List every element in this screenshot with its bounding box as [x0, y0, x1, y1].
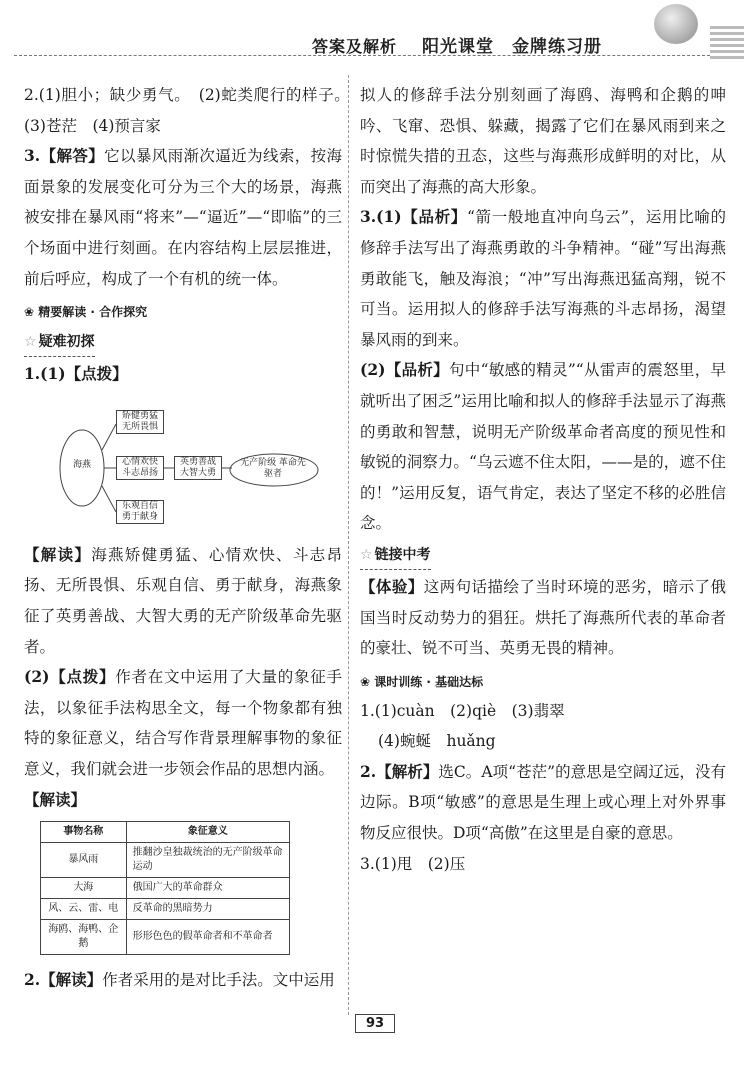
exercise-3: 3.(1)甩 (2)压 — [360, 854, 466, 873]
table-row — [41, 920, 290, 955]
analysis-3-2 — [360, 355, 726, 539]
answer-tag: 【解读】 — [24, 789, 87, 809]
answer-text: 句中“敏感的精灵”“从雷声的震怒里，早就听出了困乏”运用比喻和拟人的修辞手法显示了海燕的勇敢和智慧，说明无产阶级革命者高度的预见性和敏锐的洞察力。“乌云遮不住太阳，——是的，遮不住的！”运用反复，语气肯定，表达了坚定不移的必胜信念。 — [360, 361, 727, 533]
star-icon: ☆ — [24, 334, 37, 351]
answer-tag: 3.(1)【品析】 — [360, 207, 467, 227]
interpretation-3 — [24, 965, 342, 996]
diagram-box-right: 无产阶级 革命先驱者 — [240, 457, 306, 479]
table-cell: 大海 — [41, 878, 127, 899]
symbol-table — [40, 821, 290, 955]
globe-icon — [654, 4, 698, 44]
left-column — [24, 80, 358, 996]
page-footer — [0, 1012, 750, 1033]
subheading-text: 链接中考 — [374, 546, 431, 563]
answer-tag: 2.【解析】 — [360, 761, 439, 781]
table-row — [41, 899, 290, 920]
diagram-center: 海燕 — [70, 460, 94, 471]
concept-diagram — [24, 390, 342, 540]
table-cell: 形形色色的假革命者和不革命者 — [126, 920, 289, 955]
table-cell: 俄国广大的革命群众 — [126, 878, 289, 899]
answer-tag: (2)【点拨】 — [24, 667, 116, 687]
stripes-decoration — [710, 26, 744, 62]
interpretation-2-heading — [24, 785, 342, 816]
analysis-3-1 — [360, 202, 726, 355]
question-1-1 — [24, 359, 342, 390]
leaf-icon: ❀ — [24, 305, 39, 320]
header-section-title: 答案及解析 — [312, 37, 398, 56]
subheading-1 — [24, 328, 95, 357]
answer-text: 这两句话描绘了当时环境的恶劣，暗示了俄国当时反动势力的猖狂。烘托了海燕所代表的革命者的豪壮、锐不可当、英勇无畏的精神。 — [360, 577, 726, 658]
leaf-icon: ❀ — [360, 674, 375, 689]
subheading-2 — [360, 541, 431, 570]
answer-text: 选C。A项“苍茫”的意思是空阔辽远，没有边际。B项“敏感”的意思是生理上或心理上对外界事物反应很快。D项“高傲”在这里是自豪的意思。 — [360, 762, 726, 843]
contrast-paragraph: 拟人的修辞手法分别刻画了海鸥、海鸭和企鹅的呻吟、飞窜、恐惧、躲藏，揭露了它们在暴风雨到来之时惊慌失措的丑态，这些与海燕形成鲜明的对比，从而突出了海燕的高大形象。 — [360, 86, 726, 196]
section-heading-text: 精要解读 · 合作探究 — [38, 305, 148, 320]
diagram-box-1: 矫健勇猛 无所畏惧 — [116, 410, 164, 434]
answer-tag: 3.【解答】 — [24, 146, 105, 166]
page-number: 93 — [355, 1014, 395, 1033]
answer-tag: 1.(1)【点拨】 — [24, 364, 128, 384]
interpretation-1 — [24, 540, 342, 662]
answer-tag: 【体验】 — [360, 576, 424, 596]
table-cell: 推翻沙皇独裁统治的无产阶级革命运动 — [126, 843, 289, 878]
hint-2 — [24, 662, 342, 784]
experience-paragraph — [360, 572, 726, 664]
page-header — [0, 0, 750, 70]
answer-text: “箭一般地直冲向乌云”，运用比喻的修辞手法写出了海燕勇敢的斗争精神。“碰”写出海燕勇敢能飞，触及海浪；“冲”写出海燕迅猛高翔，锐不可当。运用拟人的修辞手法写海燕的斗志昂扬，渴望暴风雨的到来。 — [360, 208, 726, 349]
answer-tag: (2)【品析】 — [360, 360, 449, 380]
answer-text: 它以暴风雨渐次逼近为线索，按海面景象的发展变化可分为三个大的场景，海燕被安排在暴风雨“将来”—“逼近”—“即临”的三个场面中进行刻画。在内容结构上层层推进，前后呼应，构成了一个有机的统一体。 — [24, 147, 342, 288]
table-cell: 反革命的黑暗势力 — [126, 899, 289, 920]
exercise-2 — [360, 757, 726, 849]
answer-3 — [24, 141, 342, 294]
answer-tag: 2.【解读】 — [24, 970, 103, 990]
answer-text: 作者采用的是对比手法。文中运用 — [102, 971, 335, 990]
exercise-1: 1.(1)cuàn (2)qiè (3)翡翠 — [360, 701, 565, 720]
table-cell: 海鸥、海鸭、企鹅 — [41, 920, 127, 955]
answer-text: 作者在文中运用了大量的象征手法，以象征手法构思全文，每一个物象都有独特的象征意义，结合写作背景理解事物的象征意义，我们就会进一步领会作品的思想内涵。 — [24, 668, 342, 778]
table-header: 象征意义 — [126, 822, 289, 843]
answer-2: 2.(1)胆小；缺少勇气。 (2)蛇类爬行的样子。 (3)苍茫 (4)预言家 — [24, 86, 358, 135]
table-cell: 风、云、雷、电 — [41, 899, 127, 920]
table-row — [41, 843, 290, 878]
table-cell: 暴风雨 — [41, 843, 127, 878]
diagram-box-2: 心情欢快 斗志昂扬 — [116, 456, 164, 480]
header-brand: 阳光课堂 金牌练习册 — [422, 37, 602, 57]
diagram-box-mid: 英勇善战 大智大勇 — [174, 456, 222, 480]
section-heading-1 — [24, 298, 342, 326]
right-column — [360, 80, 726, 879]
column-divider — [348, 75, 349, 1015]
section-heading-2 — [360, 668, 726, 696]
table-header: 事物名称 — [41, 822, 127, 843]
exercise-1-4: (4)蜿蜒 huǎng — [378, 732, 496, 751]
subheading-text: 疑难初探 — [38, 334, 95, 351]
answer-text: 海燕矫健勇猛、心情欢快、斗志昂扬、无所畏惧、乐观自信、勇于献身，海燕象征了英勇善战、大智大勇的无产阶级革命先驱者。 — [24, 545, 342, 656]
diagram-box-3: 乐观自信 勇于献身 — [116, 500, 164, 524]
table-row — [41, 878, 290, 899]
section-heading-text: 课时训练 · 基础达标 — [374, 674, 484, 689]
star-icon: ☆ — [360, 546, 373, 563]
answer-tag: 【解读】 — [24, 544, 92, 564]
table-header-row — [41, 822, 290, 843]
